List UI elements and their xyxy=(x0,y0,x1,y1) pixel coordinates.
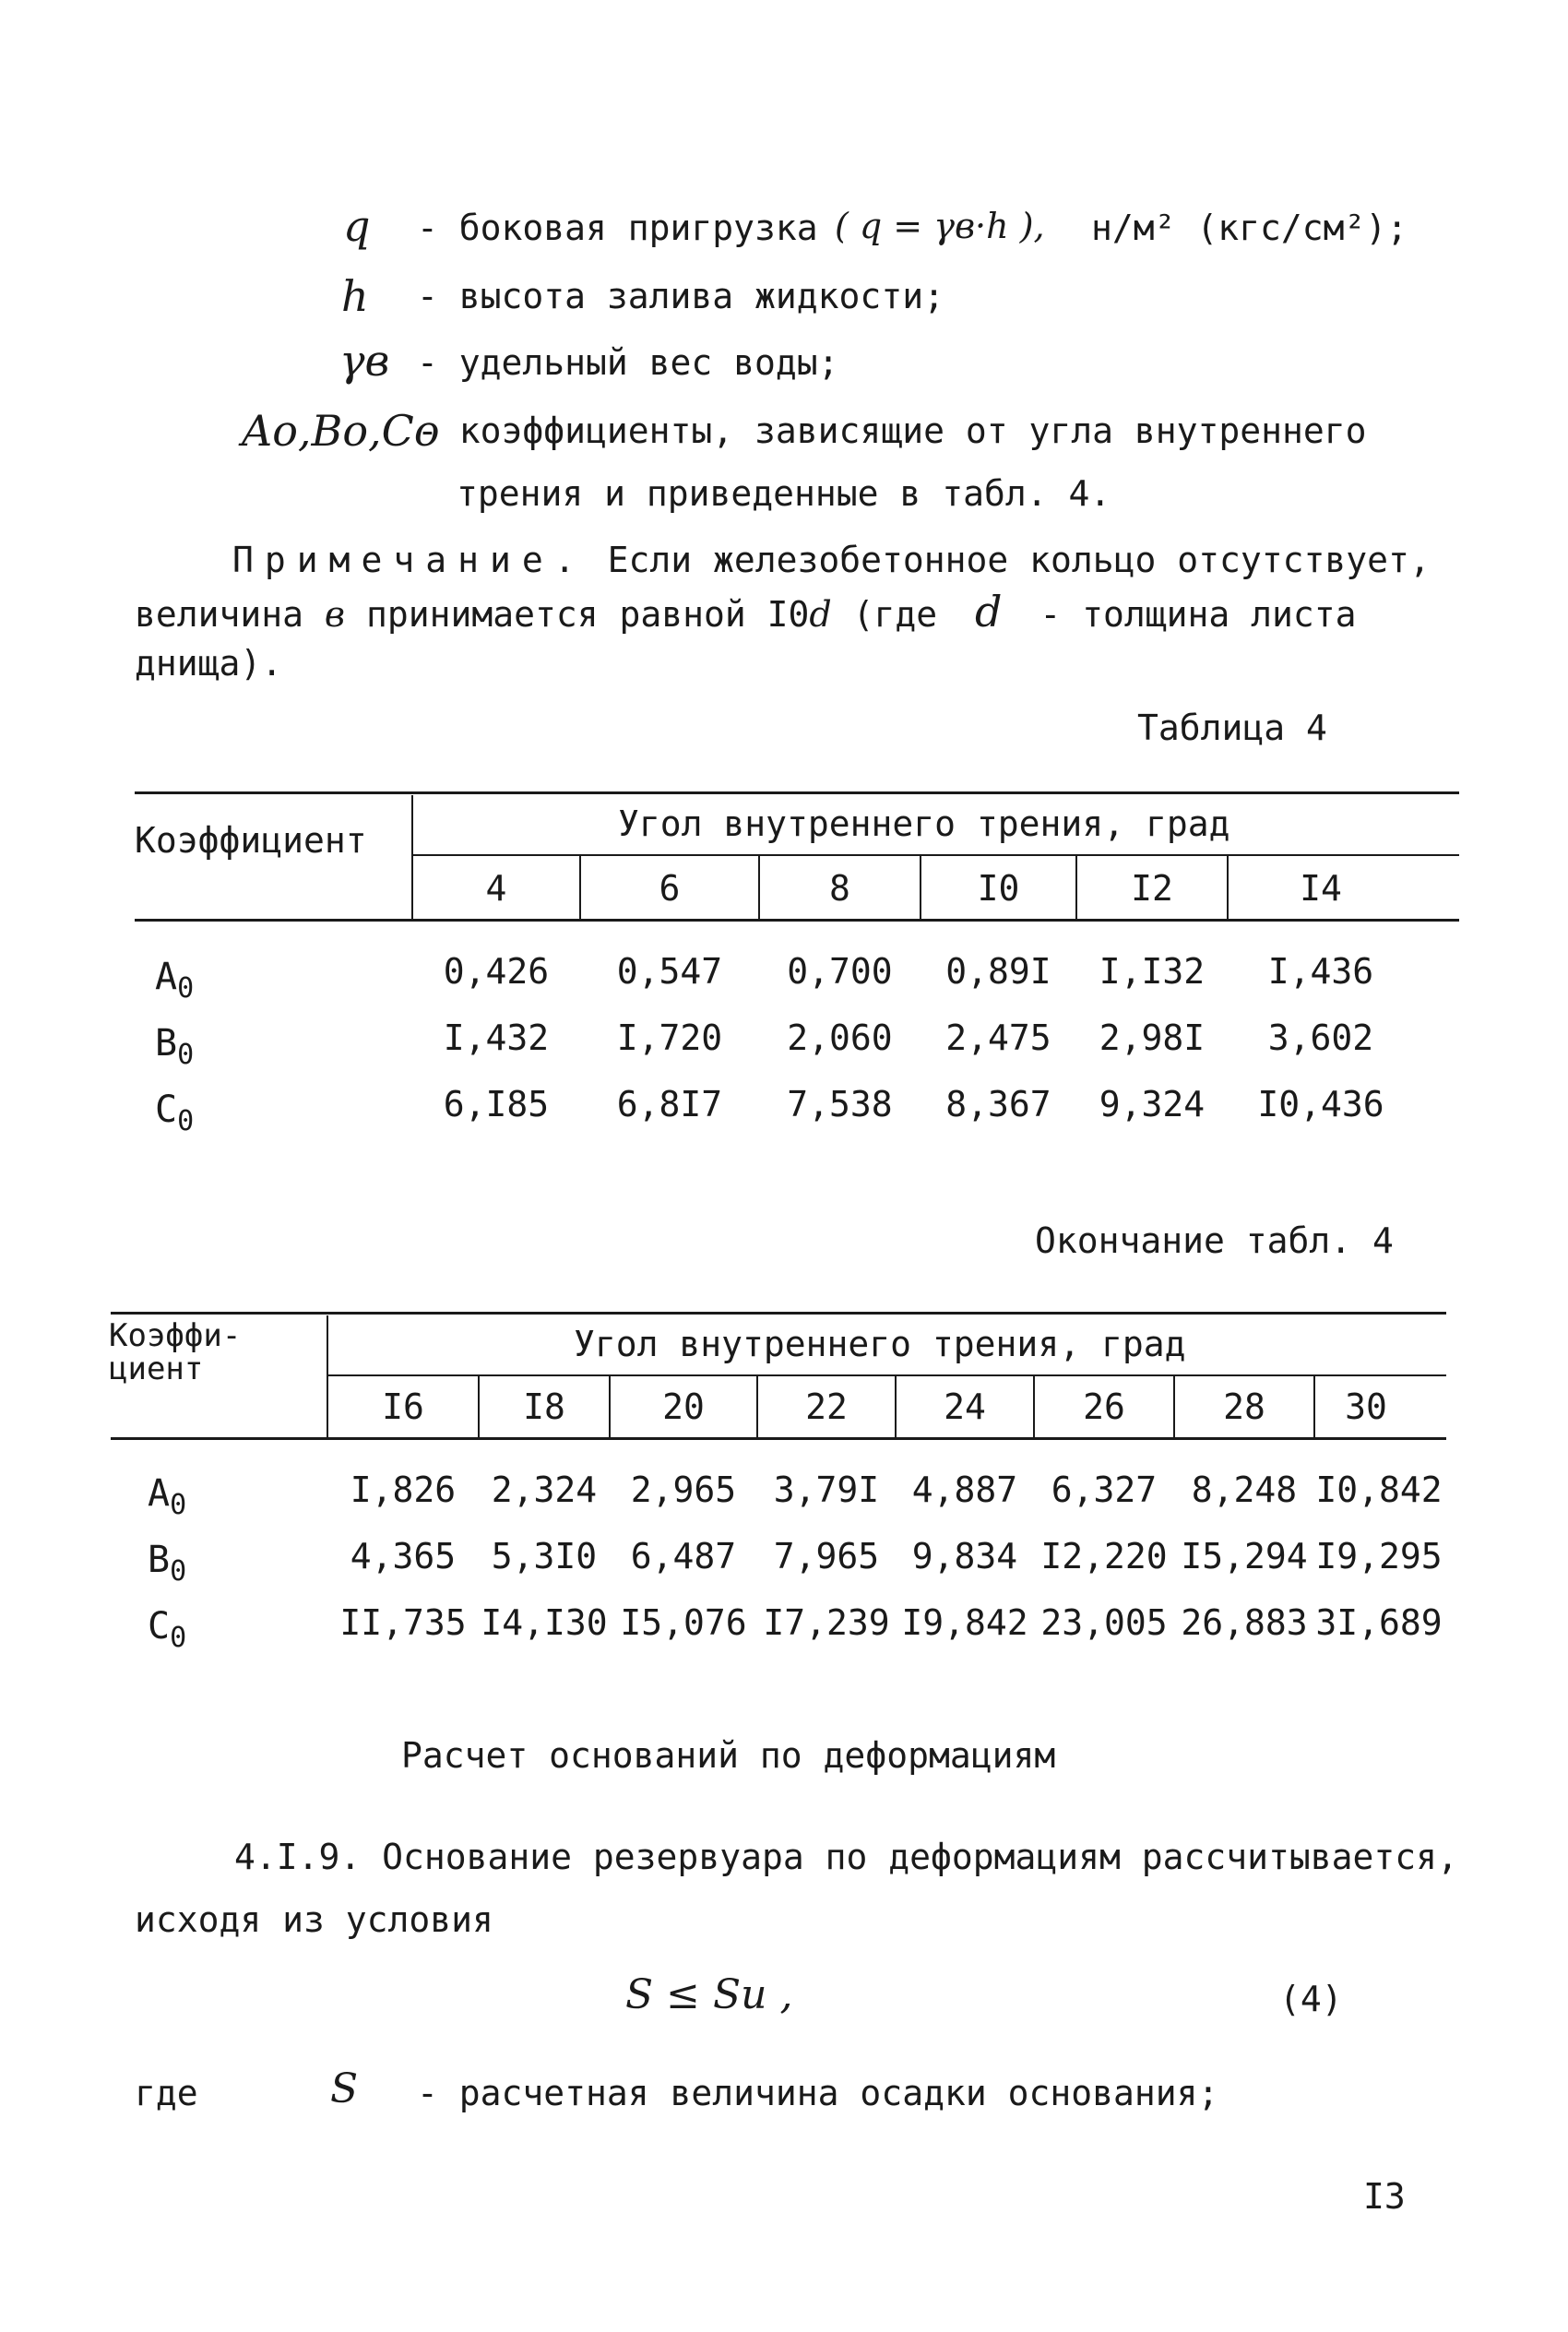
table2-cell: 3I,689 xyxy=(1315,1602,1443,1643)
table2-col-header: 26 xyxy=(1083,1386,1125,1427)
table1-row-label: $C_0$ xyxy=(155,1089,195,1137)
table2-cell: I9,295 xyxy=(1315,1536,1443,1576)
table1-cell: 8,367 xyxy=(945,1084,1051,1124)
table2-cell: 26,883 xyxy=(1181,1602,1308,1643)
table2-cell: I9,842 xyxy=(901,1602,1028,1643)
table2-cell: I7,239 xyxy=(763,1602,890,1643)
table1-header-rule xyxy=(135,919,1459,922)
table1-col-header: 4 xyxy=(485,868,507,909)
note-text-2e: - толщина листа xyxy=(1039,594,1357,635)
symbol-q: q xyxy=(343,201,371,251)
table2-cell: I5,076 xyxy=(620,1602,747,1643)
definition-q-text: - боковая пригрузка xyxy=(417,208,818,248)
table1-col-header: 6 xyxy=(659,868,681,909)
table1-cell: 7,538 xyxy=(787,1084,893,1124)
table1-cell: 0,547 xyxy=(616,951,723,992)
table2-group-rule xyxy=(328,1374,1446,1376)
note-text-2d: (где xyxy=(852,594,938,635)
table1-row-label: $B_0$ xyxy=(155,1022,195,1071)
table2-cell: 2,324 xyxy=(491,1469,598,1510)
table1-cell: I,432 xyxy=(443,1017,550,1058)
symbol-gamma: γв xyxy=(339,336,390,386)
table1-cell: I0,436 xyxy=(1257,1084,1384,1124)
definition-coefficients-text-2: трения и приведенные в табл. 4. xyxy=(457,473,1111,514)
table1-cell: 2,060 xyxy=(787,1017,893,1058)
table1-group-rule xyxy=(413,854,1459,856)
table2-col-header: 20 xyxy=(662,1386,705,1427)
where-text: - расчетная величина осадки основания; xyxy=(417,2073,1219,2113)
section-title: Расчет оснований по деформациям xyxy=(401,1735,1056,1776)
table2-cell: I5,294 xyxy=(1181,1536,1308,1576)
table2-cell: I,826 xyxy=(350,1469,457,1510)
paragraph-line-2: исходя из условия xyxy=(135,1899,493,1940)
table1-cell: 0,426 xyxy=(443,951,550,992)
table2-group-header: Угол внутреннего трения, град xyxy=(574,1324,1186,1364)
table2-row-header-1: Коэффи- xyxy=(109,1317,242,1354)
table2-col-header: 28 xyxy=(1223,1386,1265,1427)
symbol-coefficients: Aо,Bо,Cо xyxy=(242,406,440,456)
table2-cell: I2,220 xyxy=(1040,1536,1168,1576)
table2-cell: 7,965 xyxy=(773,1536,880,1576)
table1-col-header: I0 xyxy=(977,868,1020,909)
note-text-2b: принимается равной xyxy=(365,594,746,635)
table1-cell: 0,89I xyxy=(945,951,1051,992)
table2-cell: 2,965 xyxy=(630,1469,737,1510)
table2-row-label: $B_0$ xyxy=(148,1539,187,1588)
table2-col-header: 22 xyxy=(805,1386,848,1427)
equation-formula: S ≤ Su , xyxy=(625,1971,793,2018)
note-text-1: Если железобетонное кольцо отсутствует, xyxy=(607,540,1431,580)
table2-top-rule xyxy=(111,1312,1446,1315)
note-label: Примечание. xyxy=(232,540,587,580)
table1-cell: 2,98I xyxy=(1099,1017,1206,1058)
table2-row-header-2: циент xyxy=(109,1350,204,1387)
note-line-2 xyxy=(135,587,1357,637)
note-text-2a: величина xyxy=(135,594,304,635)
table1-caption: Таблица 4 xyxy=(1137,708,1327,748)
note-symbol-b: в xyxy=(324,594,346,635)
table2-cell: 4,365 xyxy=(350,1536,457,1576)
definition-h-text: - высота залива жидкости; xyxy=(417,276,944,316)
table2-caption: Окончание табл. 4 xyxy=(1035,1220,1394,1261)
definition-gamma-text: - удельный вес воды; xyxy=(417,342,839,383)
table1-cell: 0,700 xyxy=(787,951,893,992)
table2-col-header: I6 xyxy=(382,1386,424,1427)
table1-cell: 9,324 xyxy=(1099,1084,1206,1124)
page-number: I3 xyxy=(1363,2176,1406,2217)
table1-cell: I,720 xyxy=(616,1017,723,1058)
note-line-3: днища). xyxy=(135,643,283,684)
table2-cell: 6,327 xyxy=(1051,1469,1158,1510)
table2-col-header: 24 xyxy=(944,1386,986,1427)
table2-cell: 8,248 xyxy=(1191,1469,1298,1510)
table1-cell: 3,602 xyxy=(1267,1017,1374,1058)
note-line-1 xyxy=(232,539,1431,581)
symbol-h: h xyxy=(341,271,369,321)
table2-cell: 23,005 xyxy=(1040,1602,1168,1643)
table2-cell: 6,487 xyxy=(630,1536,737,1576)
table1-cell: I,436 xyxy=(1267,951,1374,992)
table1-cell: 6,8I7 xyxy=(616,1084,723,1124)
where-word: где xyxy=(135,2073,198,2113)
table2-header-rule xyxy=(111,1437,1446,1440)
table1-cell: 2,475 xyxy=(945,1017,1051,1058)
table2-col-header: 30 xyxy=(1345,1386,1387,1427)
table2-cell: I4,I30 xyxy=(481,1602,608,1643)
table1-cell: 6,I85 xyxy=(443,1084,550,1124)
note-symbol-d: d xyxy=(809,594,832,635)
table2-cell: 3,79I xyxy=(773,1469,880,1510)
paragraph-line-1: 4.I.9. Основание резервуара по деформациям рассчитывается, xyxy=(234,1837,1458,1877)
note-text-2c: I0 xyxy=(766,594,810,635)
table1-row-header: Коэффициент xyxy=(135,820,367,861)
table1-col-header: I4 xyxy=(1300,868,1342,909)
note-symbol-d2: d xyxy=(975,587,1003,637)
equation-number: (4) xyxy=(1279,1979,1343,2019)
table1-col-header: 8 xyxy=(829,868,850,909)
table2-col-header: I8 xyxy=(523,1386,565,1427)
table1-col-header: I2 xyxy=(1131,868,1173,909)
table2-cell: 4,887 xyxy=(911,1469,1018,1510)
definition-q-units: н/м² (кгс/см²); xyxy=(1091,208,1408,248)
table1-cell: I,I32 xyxy=(1099,951,1206,992)
table2-cell: 9,834 xyxy=(911,1536,1018,1576)
table1-top-rule xyxy=(135,791,1459,794)
table2-row-label: $C_0$ xyxy=(148,1605,187,1654)
table1-row-label: $A_0$ xyxy=(155,956,195,1005)
table1-group-header: Угол внутреннего трения, град xyxy=(618,803,1230,844)
definition-q-formula: ( q = γв·h ), xyxy=(835,206,1045,246)
definition-coefficients-text: - коэффициенты, зависящие от угла внутреннего xyxy=(417,410,1367,451)
where-symbol: S xyxy=(330,2065,359,2112)
table2-cell: I0,842 xyxy=(1315,1469,1443,1510)
table2-row-label: $A_0$ xyxy=(148,1472,187,1521)
table2-cell: 5,3I0 xyxy=(491,1536,598,1576)
table2-cell: II,735 xyxy=(339,1602,467,1643)
